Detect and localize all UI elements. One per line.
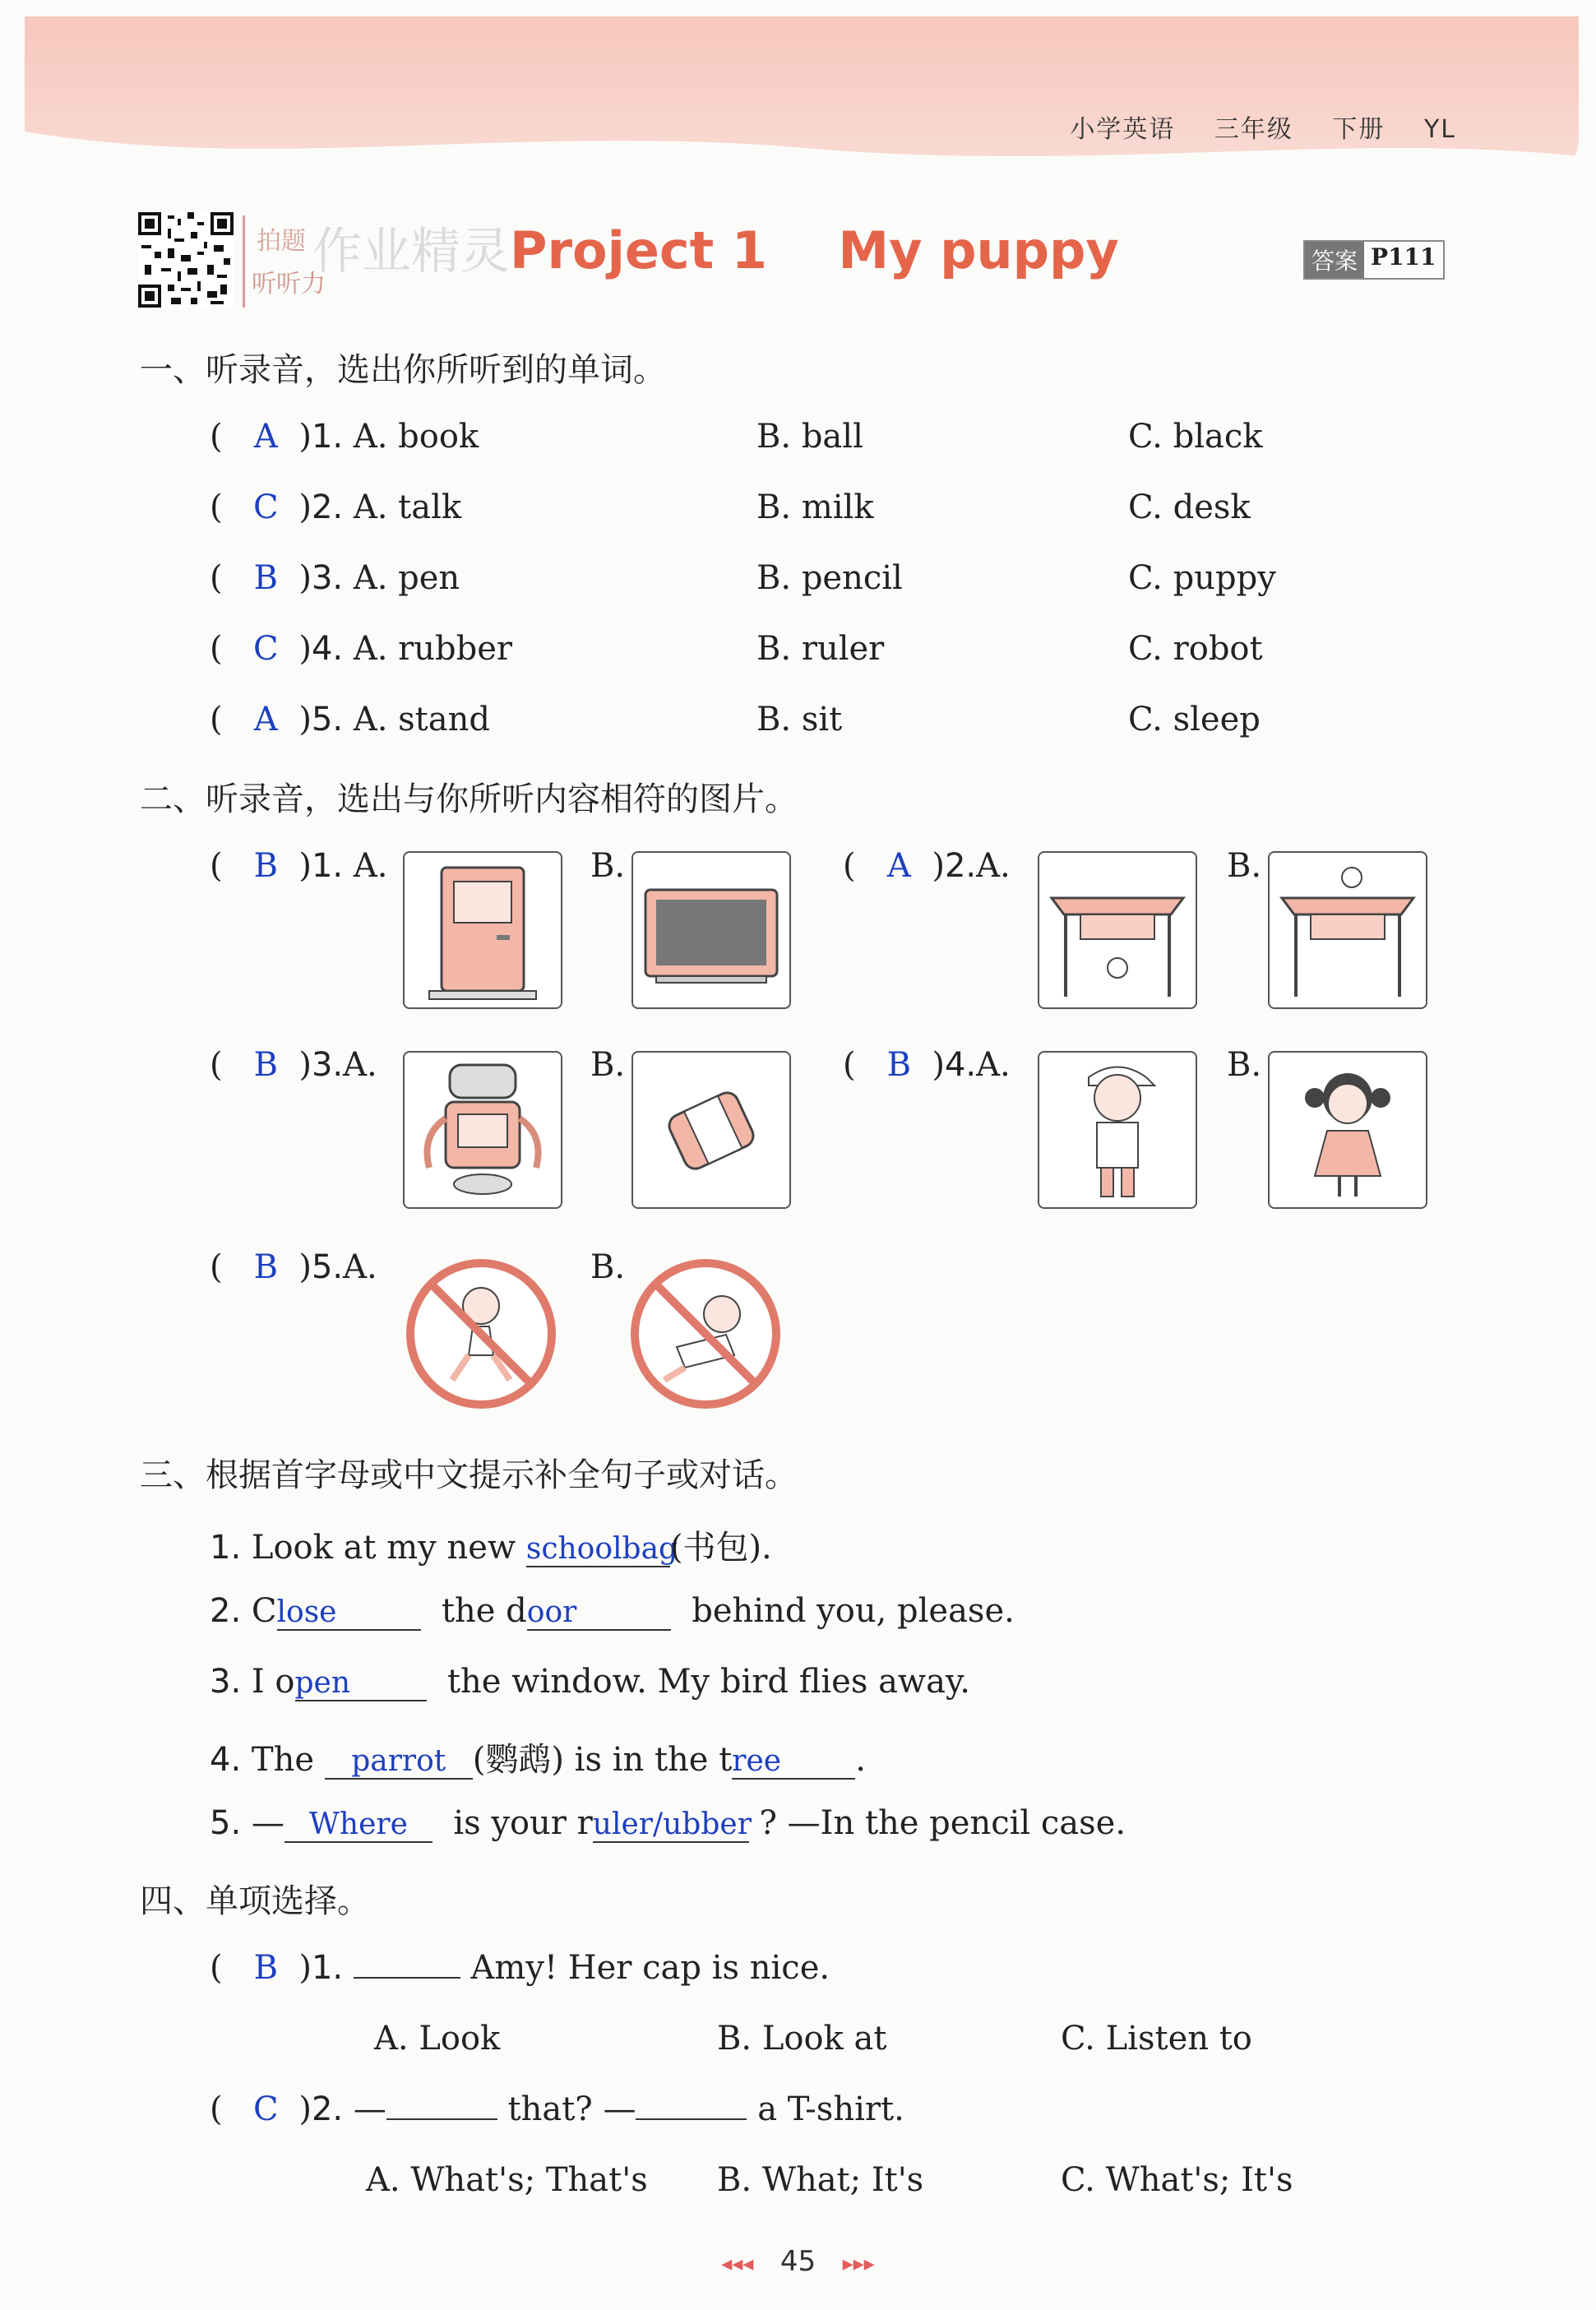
s4-q1-opt-a: A. Look [374, 2020, 501, 2058]
s2-answer: B [253, 1248, 279, 1286]
title-project: Project 1 [510, 220, 768, 280]
page-number: 45 [779, 2245, 817, 2278]
qr-code-icon[interactable] [138, 212, 234, 308]
s1-answer: C [253, 488, 279, 526]
s1-item-5: ( A )5. A. stand [210, 701, 490, 738]
no-running-sign-image [403, 1257, 559, 1411]
s1-item-3: ( B )3. A. pen [210, 559, 460, 597]
s3-q2-answer-1[interactable]: lose [277, 1595, 421, 1631]
s4-answer: B [253, 1949, 279, 1987]
section1-heading: 一、听录音，选出你所听到的单词。 [140, 351, 666, 389]
blackboard-image [631, 851, 791, 1009]
prev-arrows-icon[interactable]: ◂◂◂ [721, 2252, 754, 2276]
answer-label: 答案 [1305, 242, 1364, 278]
book-info [1040, 109, 1456, 145]
edition-label: YL [1423, 115, 1456, 144]
watermark-top: 拍题 [257, 227, 306, 256]
girl-image [1268, 1051, 1427, 1209]
s4-q2-opt-b: B. What; It's [717, 2161, 924, 2199]
no-sleeping-sign-image [627, 1257, 784, 1411]
rubber-image [631, 1051, 791, 1209]
s4-q1-blank[interactable] [354, 1977, 460, 1979]
title-name: My puppy [838, 220, 1119, 280]
s3-q5-answer-2[interactable]: uler/ubber [592, 1808, 752, 1841]
s1-opt-b: B. ruler [756, 630, 885, 668]
section2-heading: 二、听录音，选出与你所听内容相符的图片。 [140, 780, 798, 818]
s1-opt-b: B. ball [756, 418, 863, 456]
s1-opt-c: C. sleep [1128, 701, 1261, 738]
s1-opt-b: B. milk [756, 488, 874, 526]
s2-label-b: B. [1227, 847, 1262, 885]
s1-opt-c: C. robot [1128, 630, 1263, 668]
s2-answer: B [253, 1046, 279, 1084]
s2-label-b: B. [590, 1046, 626, 1084]
subject-label: 小学英语 [1070, 115, 1176, 144]
desk-bird-under-image [1038, 851, 1197, 1009]
section3-heading: 三、根据首字母或中文提示补全句子或对话。 [140, 1456, 798, 1494]
s2-answer: A [886, 847, 911, 885]
page-footer [0, 2245, 1596, 2278]
s2-item-2: ( A )2.A. [843, 847, 1011, 885]
s1-answer: A [253, 701, 278, 738]
grade-label: 三年级 [1214, 115, 1293, 144]
section4-heading: 四、单项选择。 [140, 1882, 370, 1920]
s1-answer: B [253, 559, 279, 597]
answer-tag[interactable] [1303, 240, 1445, 280]
s3-q4: 4. The parrot (鹦鹉) is in the tree . [210, 1741, 866, 1779]
s3-q2-answer-2[interactable]: oor [527, 1595, 671, 1631]
s1-opt-c: C. puppy [1128, 559, 1276, 597]
s3-q3-answer[interactable]: pen [295, 1666, 427, 1701]
s4-q2-opt-a: A. What's; That's [366, 2161, 648, 2199]
s1-item-4: ( C )4. A. rubber [210, 630, 513, 668]
next-arrows-icon[interactable]: ▸▸▸ [842, 2252, 875, 2276]
s3-q2: 2. Close the door behind you, please. [210, 1592, 1015, 1630]
volume-label: 下册 [1332, 115, 1386, 144]
robot-image [403, 1051, 562, 1209]
page-title [510, 220, 1119, 280]
s1-opt-c: C. black [1128, 418, 1263, 456]
s4-answer: C [253, 2090, 279, 2128]
answer-page: P111 [1371, 243, 1436, 271]
s1-opt-b: B. sit [756, 701, 843, 738]
s2-item-3: ( B )3.A. [210, 1046, 377, 1084]
s4-q1-opt-b: B. Look at [717, 2020, 887, 2058]
s1-answer: C [253, 630, 279, 668]
s1-opt-c: C. desk [1128, 488, 1251, 526]
s2-label-b: B. [1227, 1046, 1262, 1084]
s4-q2-blank-1[interactable] [386, 2118, 497, 2120]
s2-answer: B [253, 847, 279, 885]
s3-q4-answer-2[interactable]: ree [732, 1744, 855, 1780]
s4-q1: ( B )1. Amy! Her cap is nice. [210, 1949, 830, 1987]
s4-q2: ( C )2. — that? — a T-shirt. [210, 2090, 904, 2128]
door-image [403, 851, 562, 1009]
s3-q1: 1. Look at my new schoolbag(书包). [210, 1529, 772, 1567]
s3-q5: 5. — Where is your ruler/ubber ? —In the pencil case. [210, 1804, 1126, 1842]
watermark-bottom: 听听力 [252, 270, 326, 299]
s2-item-1: ( B )1. A. [210, 847, 388, 885]
s3-q3: 3. I open the window. My bird flies away. [210, 1663, 971, 1701]
s1-item-1: ( A )1. A. book [210, 418, 479, 456]
s2-label-b: B. [590, 1248, 626, 1286]
s4-q1-opt-c: C. Listen to [1061, 2020, 1252, 2058]
s3-q4-answer-1[interactable]: parrot [325, 1744, 473, 1780]
s2-item-5: ( B )5.A. [210, 1248, 377, 1286]
s2-item-4: ( B )4.A. [843, 1046, 1011, 1084]
boy-image [1038, 1051, 1197, 1209]
s1-opt-b: B. pencil [756, 559, 903, 597]
s4-q2-blank-2[interactable] [636, 2118, 747, 2120]
s2-answer: B [886, 1046, 912, 1084]
s1-answer: A [253, 418, 278, 456]
s4-q2-opt-c: C. What's; It's [1061, 2161, 1293, 2199]
s3-q1-answer[interactable]: schoolbag [525, 1532, 678, 1566]
s1-item-2: ( C )2. A. talk [210, 488, 462, 526]
s3-q5-answer-1[interactable]: Where [285, 1808, 433, 1843]
watermark-brand: 作业精灵 [312, 223, 510, 280]
s2-label-b: B. [590, 847, 626, 885]
desk-bird-on-image [1268, 851, 1427, 1009]
